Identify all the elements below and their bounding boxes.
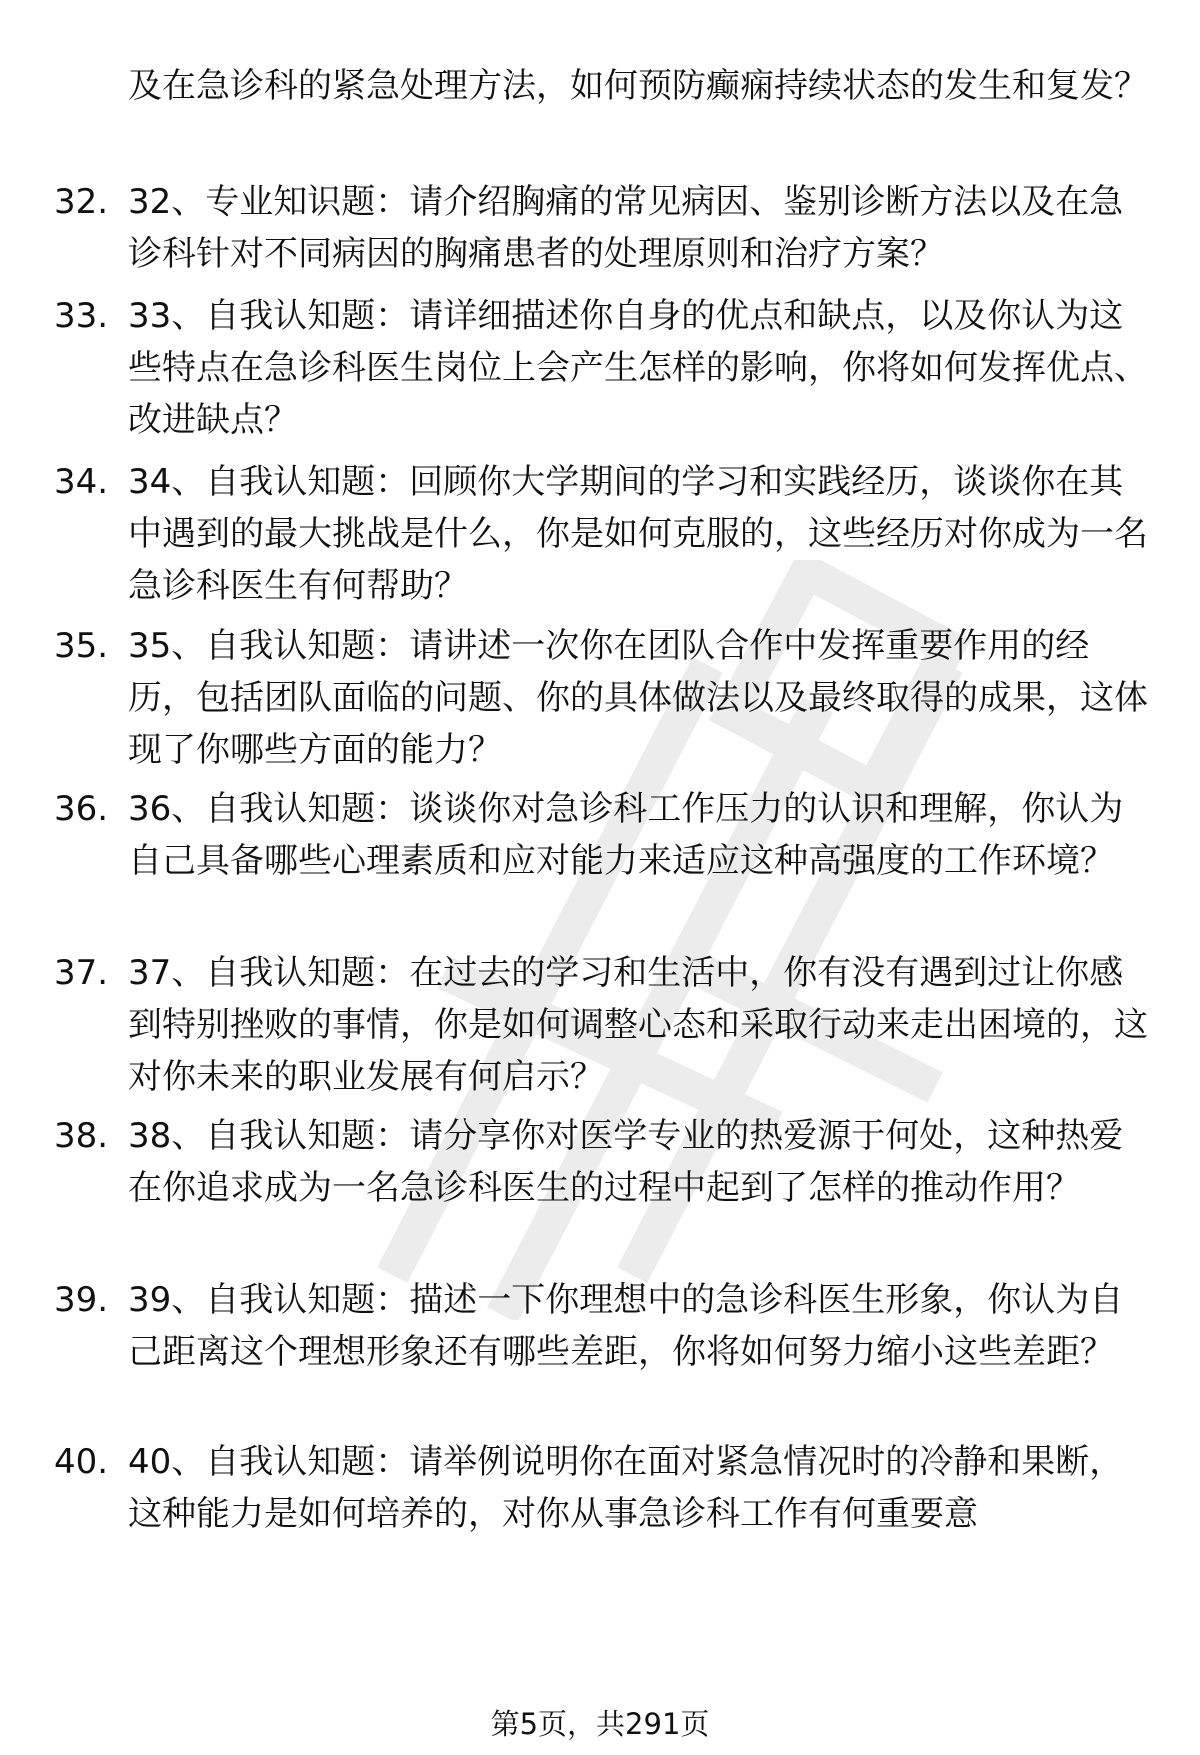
question-number: 37. [54,953,109,993]
question-number: 40. [54,1442,109,1482]
question-number: 36. [54,789,109,829]
question-text: 35、自我认知题：请讲述一次你在团队合作中发挥重要作用的经历，包括团队面临的问题、你的具体做法以及最终取得的成果，这体现了你哪些方面的能力？ [128,626,1148,770]
question-number: 33. [54,296,109,336]
question-number: 38. [54,1116,109,1156]
question-number: 39. [54,1280,109,1320]
page-footer: 第5页，共291页 [490,1707,710,1741]
question-number: 34. [54,462,109,502]
question-text: 36、自我认知题：谈谈你对急诊科工作压力的认识和理解，你认为自己具备哪些心理素质和应对能力来适应这种高强度的工作环境？ [128,789,1124,881]
question-text: 33、自我认知题：请详细描述你自身的优点和缺点，以及你认为这些特点在急诊科医生岗位上会产生怎样的影响，你将如何发挥优点、改进缺点？ [128,296,1148,440]
question-text: 38、自我认知题：请分享你对医学专业的热爱源于何处，这种热爱在你追求成为一名急诊科医生的过程中起到了怎样的推动作用？ [128,1116,1124,1208]
question-text: 32、专业知识题：请介绍胸痛的常见病因、鉴别诊断方法以及在急诊科针对不同病因的胸痛患者的处理原则和治疗方案？ [128,182,1124,274]
question-text: 39、自我认知题：描述一下你理想中的急诊科医生形象，你认为自己距离这个理想形象还有哪些差距，你将如何努力缩小这些差距？ [128,1280,1124,1372]
question-number: 32. [54,182,109,222]
question-text: 40、自我认知题：请举例说明你在面对紧急情况时的冷静和果断，这种能力是如何培养的，对你从事急诊科工作有何重要意 [128,1442,1124,1534]
question-text: 37、自我认知题：在过去的学习和生活中，你有没有遇到过让你感到特别挫败的事情，你是如何调整心态和采取行动来走出困境的，这对你未来的职业发展有何启示？ [128,953,1148,1097]
continuation-text: 及在急诊科的紧急处理方法，如何预防癫痫持续状态的发生和复发？ [128,66,1148,106]
question-text: 34、自我认知题：回顾你大学期间的学习和实践经历，谈谈你在其中遇到的最大挑战是什么，你是如何克服的，这些经历对你成为一名急诊科医生有何帮助？ [128,462,1148,606]
question-number: 35. [54,626,109,666]
